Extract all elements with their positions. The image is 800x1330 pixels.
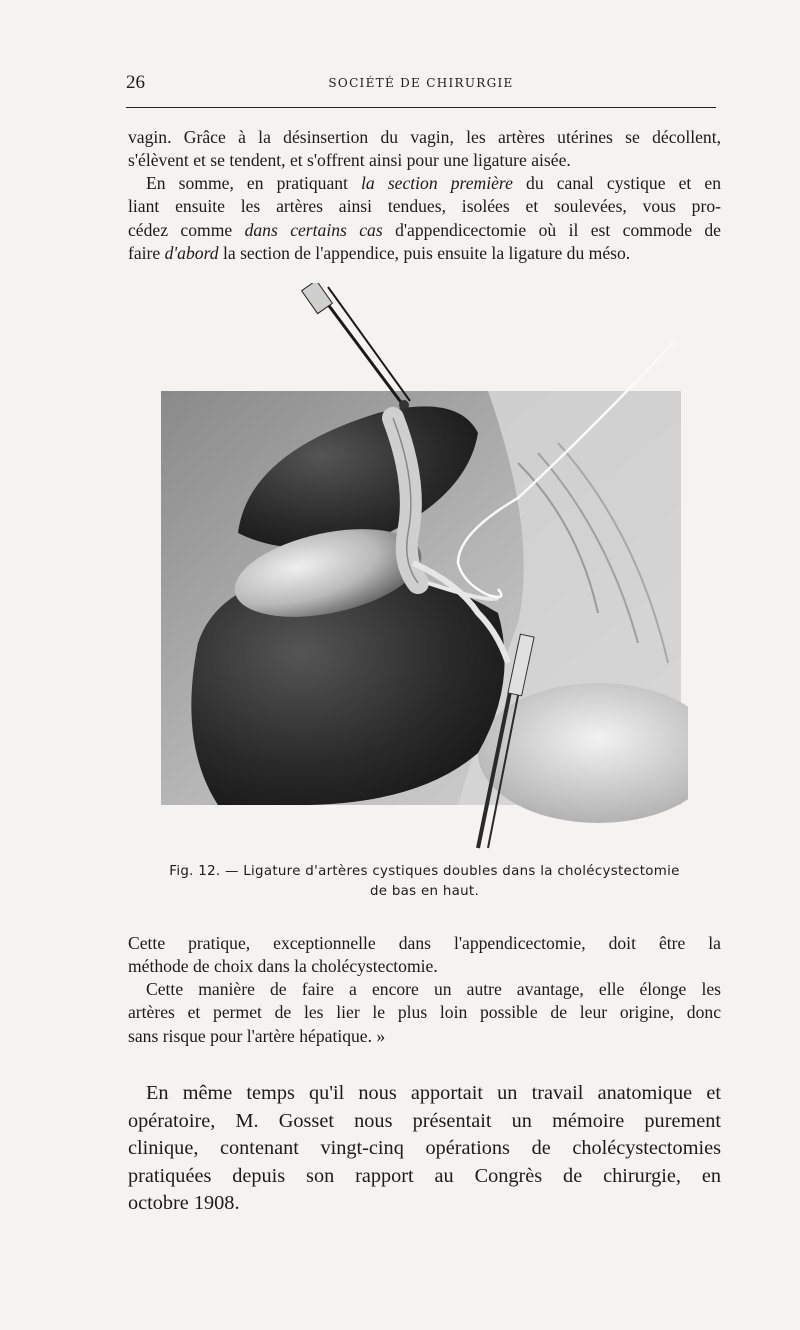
caption-line: de bas en haut.: [369, 884, 480, 899]
text-line: liant ensuite les artères ainsi tendues, isolées et soulevées, vous pro-: [128, 196, 721, 217]
text-line: pratiquées depuis son rapport au Congrès de chirurgie, en: [128, 1164, 721, 1187]
italic-phrase: la section première: [361, 173, 513, 193]
text-line: opératoire, M. Gosset nous présentait un mémoire purement: [128, 1109, 721, 1132]
header-rule: [126, 107, 716, 108]
text-line: faire d'abord la section de l'appendice, puis ensuite la ligature du méso.: [128, 242, 631, 263]
text-line: sans risque pour l'artère hépatique. »: [128, 1025, 386, 1046]
paragraph-3: [128, 932, 721, 979]
italic-phrase: d'abord: [164, 242, 219, 263]
page-header: [126, 72, 716, 96]
paragraph-1: [128, 126, 721, 173]
paragraph-5: [128, 1080, 721, 1218]
upper-forceps: [302, 283, 410, 410]
surgical-illustration: [158, 283, 688, 853]
illustration-drawing: [158, 283, 688, 853]
text-line: En même temps qu'il nous apportait un travail anatomique et: [146, 1082, 721, 1104]
text-line: cédez comme dans certains cas d'appendicectomie où il est commode de: [128, 219, 721, 240]
caption-line: Fig. 12. — Ligature d'artères cystiques doubles dans la cholécystectomie: [169, 864, 680, 879]
text-line: En somme, en pratiquant la section première du canal cystique et en: [146, 173, 721, 193]
running-title: SOCIÉTÉ DE CHIRURGIE: [328, 76, 514, 90]
text-line: s'élèvent et se tendent, et s'offrent ainsi pour une ligature aisée.: [128, 150, 571, 171]
text-line: artères et permet de les lier le plus loin possible de leur origine, donc: [128, 1002, 721, 1023]
text-line: méthode de choix dans la cholécystectomie.: [128, 956, 438, 977]
italic-phrase: dans certains cas: [244, 219, 383, 240]
text-line: vagin. Grâce à la désinsertion du vagin, les artères utérines se décollent,: [128, 127, 721, 147]
page-number: 26: [126, 72, 145, 93]
figure-caption: [128, 862, 721, 902]
text-line: Cette manière de faire a encore un autre avantage, elle élonge les: [146, 979, 721, 999]
text-line: clinique, contenant vingt-cinq opérations de cholécystectomies: [128, 1137, 721, 1160]
paragraph-4: [128, 978, 721, 1048]
paragraph-2: [128, 172, 721, 265]
text-line: Cette pratique, exceptionnelle dans l'appendicectomie, doit être la: [128, 933, 721, 953]
text-line: octobre 1908.: [128, 1192, 240, 1215]
